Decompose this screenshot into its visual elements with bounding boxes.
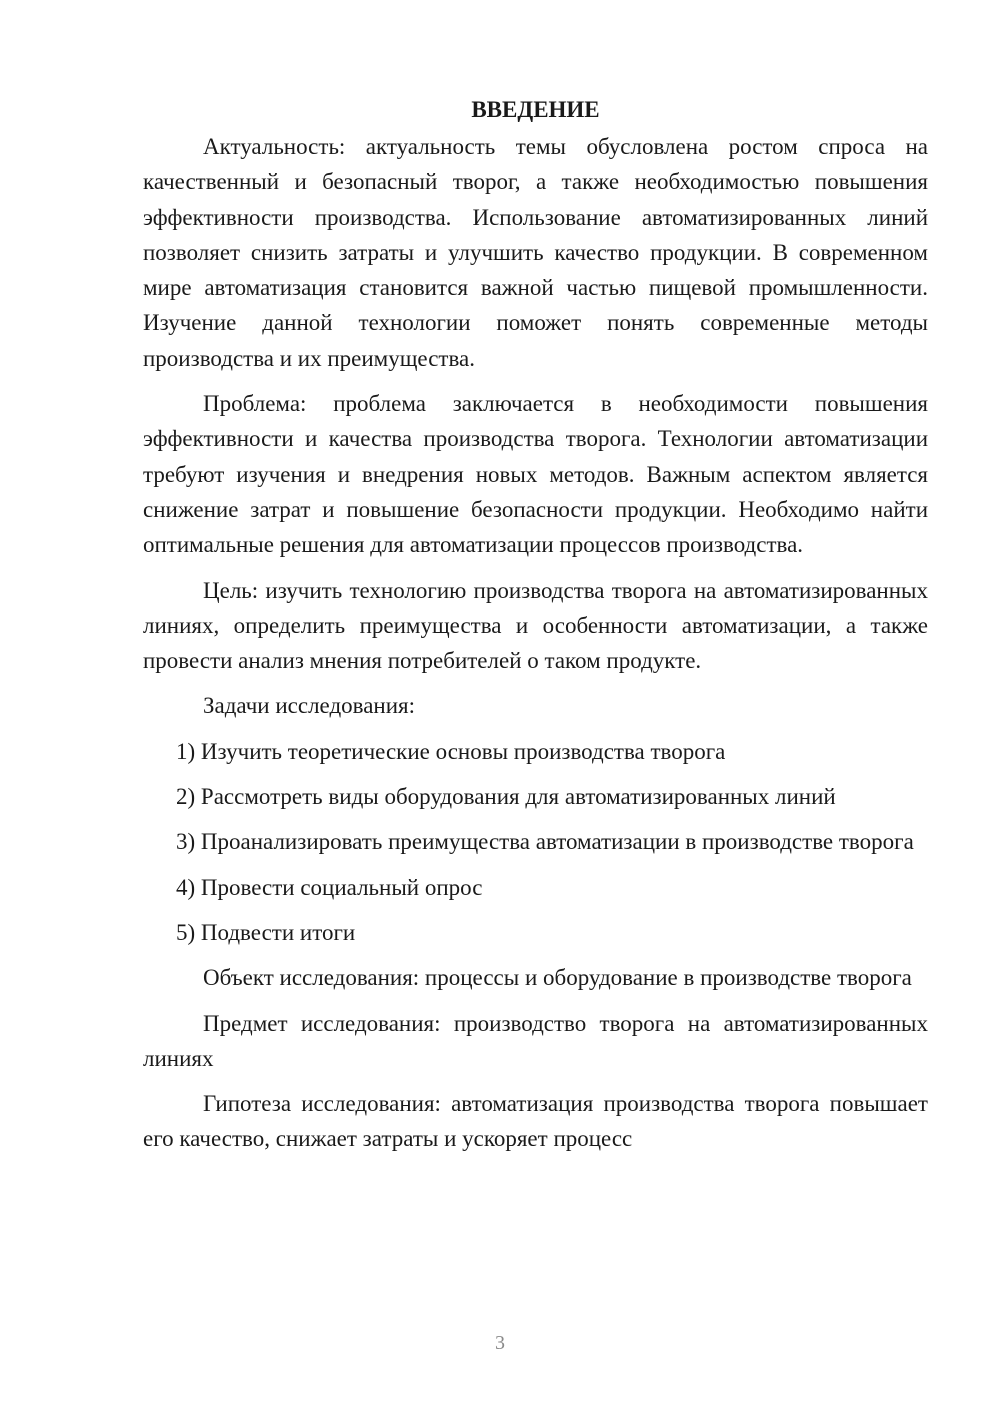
list-item: 1) Изучить теоретические основы производства творога	[176, 738, 726, 764]
tasks-intro: Задачи исследования:	[203, 693, 416, 719]
paragraph-object: Объект исследования: процессы и оборудование в производстве творога	[203, 965, 912, 991]
paragraph-goal: Цель: изучить технологию производства творога на автоматизированных линиях, определить преимущества и особенности автоматизации, а также провести анализ мнения потребителей о таком продукте.	[143, 577, 928, 674]
page-title: ВВЕДЕНИЕ	[471, 97, 600, 122]
list-item: 4) Провести социальный опрос	[176, 874, 483, 900]
page-number: 3	[495, 1332, 505, 1354]
list-item: 2) Рассмотреть виды оборудования для автоматизированных линий	[176, 784, 836, 810]
paragraph-hypothesis: Гипотеза исследования: автоматизация производства творога повышает его качество, снижает затраты и ускоряет процесс	[143, 1091, 928, 1152]
paragraph-relevance: Актуальность: актуальность темы обусловлена ростом спроса на качественный и безопасный творог, а также необходимостью повышения эффективности производства. Использование автоматизированных линий позволяет снизить затраты и улучшить качество продукции. В современном мире автоматизация становится важной частью пищевой промышленности. Изучение данной технологии поможет понять современные методы производства и их преимущества.	[143, 134, 928, 371]
list-item: 5) Подвести итоги	[176, 919, 356, 945]
paragraph-subject: Предмет исследования: производство творога на автоматизированных линиях	[143, 1010, 928, 1071]
document-page	[143, 92, 928, 1167]
paragraph-problem: Проблема: проблема заключается в необходимости повышения эффективности и качества производства творога. Технологии автоматизации требуют изучения и внедрения новых методов. Важным аспектом является снижение затрат и повышение безопасности продукции. Необходимо найти оптимальные решения для автоматизации процессов производства.	[143, 391, 928, 558]
list-item: 3) Проанализировать преимущества автоматизации в производстве творога	[176, 829, 914, 855]
